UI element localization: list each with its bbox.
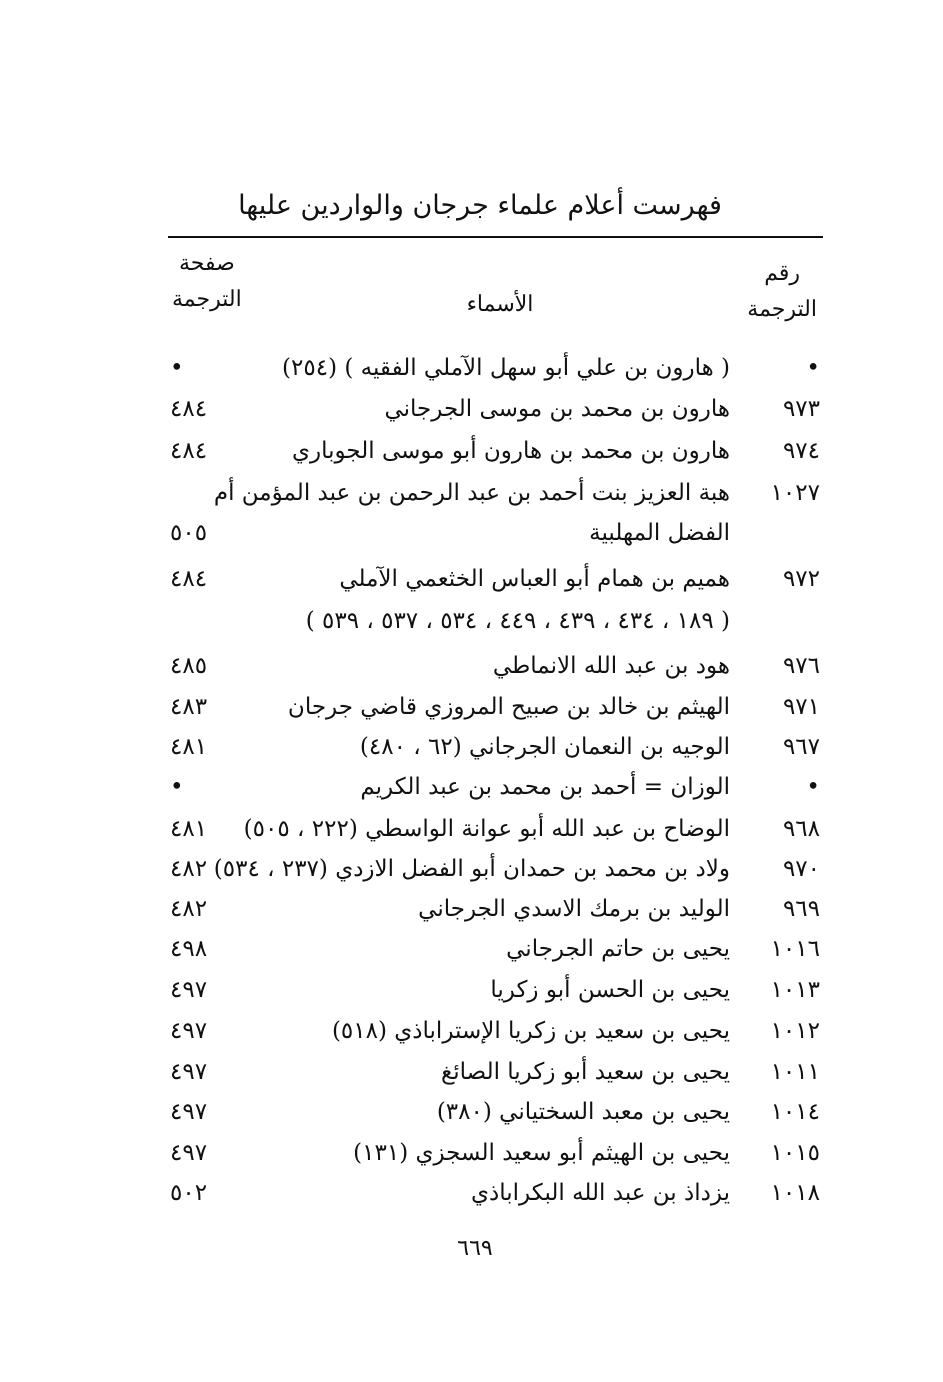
index-row bbox=[160, 767, 820, 807]
entry-name: ولاد بن محمد بن حمدان أبو الفضل الازدي (٢٣٧ ، ٥٣٤) bbox=[213, 856, 730, 882]
entry-name: هارون بن محمد بن موسى الجرجاني bbox=[384, 396, 730, 422]
index-row bbox=[160, 849, 820, 889]
entry-page: • bbox=[170, 355, 184, 381]
entry-name: الفضل المهلبية bbox=[589, 520, 730, 546]
index-row bbox=[160, 1011, 820, 1051]
entry-number: ١٠١٨ bbox=[770, 1180, 820, 1206]
entry-name: هميم بن همام أبو العباس الخثعمي الآملي bbox=[339, 566, 730, 592]
entry-number: • bbox=[806, 774, 820, 800]
entry-name: يحيى بن سعيد أبو زكريا الصائغ bbox=[440, 1059, 730, 1085]
entry-page: ٤٩٧ bbox=[170, 1140, 208, 1166]
index-row bbox=[160, 727, 820, 767]
index-row bbox=[160, 1173, 820, 1213]
column-header-page-line2: الترجمة bbox=[172, 287, 242, 312]
entry-page: ٤٨٢ bbox=[170, 896, 208, 922]
column-header-number-line2: الترجمة bbox=[747, 297, 817, 322]
entry-page: ٤٨٢ bbox=[170, 856, 208, 882]
entry-number: ١٠١٣ bbox=[770, 977, 820, 1003]
entry-number: ١٠١٢ bbox=[770, 1018, 820, 1044]
entry-name: هارون بن محمد بن هارون أبو موسى الجوباري bbox=[292, 438, 730, 464]
index-row bbox=[160, 889, 820, 929]
entry-page: ٤٨٤ bbox=[170, 438, 208, 464]
header-rule bbox=[168, 236, 823, 238]
entry-name: ( هارون بن علي أبو سهل الآملي الفقيه ) (٢٥٤) bbox=[282, 355, 730, 381]
entry-page: • bbox=[170, 774, 184, 800]
index-row bbox=[160, 687, 820, 727]
index-row bbox=[160, 431, 820, 471]
entry-name: ( ١٨٩ ، ٤٣٤ ، ٤٣٩ ، ٤٤٩ ، ٥٣٤ ، ٥٣٧ ، ٥٣٩ ) bbox=[305, 608, 730, 634]
entry-name: يحيى بن سعيد بن زكريا الإستراباذي (٥١٨) bbox=[331, 1018, 730, 1044]
entry-name: يحيى بن معبد السختياني (٣٨٠) bbox=[436, 1099, 730, 1125]
entry-page: ٤٩٧ bbox=[170, 977, 208, 1003]
entry-number: ١٠١١ bbox=[770, 1059, 820, 1085]
entry-page: ٤٨٣ bbox=[170, 694, 208, 720]
entry-name: يزداذ بن عبد الله البكراباذي bbox=[471, 1180, 730, 1206]
entry-number: ٩٦٨ bbox=[782, 816, 820, 842]
entry-number: ١٠١٥ bbox=[770, 1140, 820, 1166]
entry-name: يحيى بن الهيثم أبو سعيد السجزي (١٣١) bbox=[353, 1140, 730, 1166]
entry-number: ١٠١٦ bbox=[770, 936, 820, 962]
entry-page: ٥٠٥ bbox=[170, 520, 208, 546]
column-header-number bbox=[747, 256, 817, 328]
index-row bbox=[160, 559, 820, 599]
entry-number: ٩٧٣ bbox=[782, 396, 820, 422]
column-header-names: الأسماء bbox=[466, 292, 534, 317]
entry-name: يحيى بن الحسن أبو زكريا bbox=[490, 977, 730, 1003]
entry-name: الوضاح بن عبد الله أبو عوانة الواسطي (٢٢٢ ، ٥٠٥) bbox=[243, 816, 730, 842]
entry-page: ٤٨١ bbox=[170, 816, 208, 842]
entry-page: ٤٨١ bbox=[170, 734, 208, 760]
entry-number: ١٠٢٧ bbox=[770, 480, 820, 506]
column-header-number-line1: رقم bbox=[764, 261, 801, 286]
index-row bbox=[160, 1092, 820, 1132]
column-header-page-line1: صفحة bbox=[178, 251, 235, 276]
entry-number: ٩٧١ bbox=[782, 694, 820, 720]
entry-page: ٤٩٧ bbox=[170, 1018, 208, 1044]
index-row bbox=[160, 809, 820, 849]
entry-page: ٤٩٧ bbox=[170, 1099, 208, 1125]
entry-name: الهيثم بن خالد بن صبيح المروزي قاضي جرجان bbox=[287, 694, 730, 720]
index-row bbox=[160, 929, 820, 969]
entry-page: ٤٨٥ bbox=[170, 653, 208, 679]
entry-number: • bbox=[806, 355, 820, 381]
entry-page: ٤٩٨ bbox=[170, 936, 208, 962]
entry-name: هود بن عبد الله الانماطي bbox=[492, 653, 730, 679]
column-header-page bbox=[172, 246, 242, 318]
index-row bbox=[160, 513, 820, 553]
index-row bbox=[160, 646, 820, 686]
entry-number: ٩٧٦ bbox=[782, 653, 820, 679]
entry-number: ٩٦٩ bbox=[782, 896, 820, 922]
entry-page: ٥٠٢ bbox=[170, 1180, 208, 1206]
index-row bbox=[160, 601, 820, 641]
index-row bbox=[160, 970, 820, 1010]
index-row bbox=[160, 1133, 820, 1173]
index-row bbox=[160, 1052, 820, 1092]
entry-name: هبة العزيز بنت أحمد بن عبد الرحمن بن عبد المؤمن أم bbox=[213, 480, 730, 506]
entry-number: ٩٧٤ bbox=[782, 438, 820, 464]
entry-name: يحيى بن حاتم الجرجاني bbox=[506, 936, 730, 962]
entry-name: الوجيه بن النعمان الجرجاني (٦٢ ، ٤٨٠) bbox=[359, 734, 730, 760]
page-number: ٦٦٩ bbox=[457, 1236, 493, 1261]
entry-page: ٤٨٤ bbox=[170, 566, 208, 592]
index-row bbox=[160, 389, 820, 429]
entry-number: ٩٧٠ bbox=[782, 856, 820, 882]
entry-name: الوليد بن برمك الاسدي الجرجاني bbox=[418, 896, 730, 922]
index-row bbox=[160, 473, 820, 513]
page-title: فهرست أعلام علماء جرجان والواردين عليها bbox=[238, 190, 722, 221]
entry-number: ٩٦٧ bbox=[782, 734, 820, 760]
index-row bbox=[160, 348, 820, 388]
entry-name: الوزان = أحمد بن محمد بن عبد الكريم bbox=[360, 774, 730, 800]
entry-number: ٩٧٢ bbox=[782, 566, 820, 592]
entry-page: ٤٩٧ bbox=[170, 1059, 208, 1085]
entry-number: ١٠١٤ bbox=[770, 1099, 820, 1125]
entry-page: ٤٨٤ bbox=[170, 396, 208, 422]
